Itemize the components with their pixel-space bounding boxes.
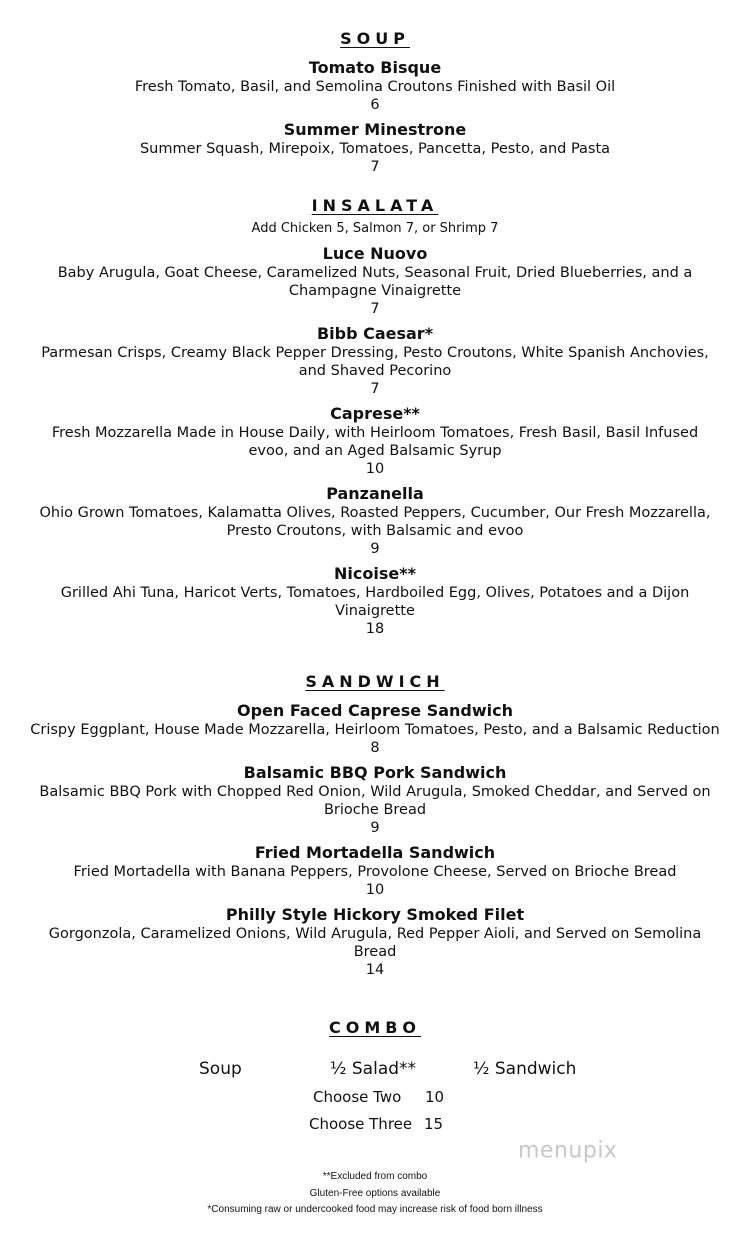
combo-option-label: Choose Three	[309, 1115, 413, 1133]
item-name: Summer Minestrone	[283, 120, 467, 139]
item-name: Open Faced Caprese Sandwich	[237, 701, 513, 720]
footnote-excluded: **Excluded from combo	[322, 1171, 428, 1182]
item-name: Luce Nuovo	[322, 244, 428, 263]
menu-item	[0, 905, 750, 979]
footnote-gluten-free: Gluten-Free options available	[309, 1188, 441, 1199]
item-name: Tomato Bisque	[308, 58, 442, 77]
item-description: Baby Arugula, Goat Cheese, Caramelized Nuts, Seasonal Fruit, Dried Blueberries, and a Champagne Vinaigrette	[57, 265, 693, 299]
item-name: Fried Mortadella Sandwich	[254, 843, 496, 862]
item-name: Balsamic BBQ Pork Sandwich	[243, 763, 507, 782]
item-price: 7	[370, 159, 380, 175]
item-price: 14	[365, 962, 385, 978]
combo-option-price: 10	[425, 1088, 445, 1106]
menu-item	[0, 484, 750, 558]
item-description: Grilled Ahi Tuna, Haricot Verts, Tomatoes, Hardboiled Egg, Olives, Potatoes and a Dijon Vinaigrette	[60, 585, 690, 619]
section-title-sandwich: SANDWICH	[305, 672, 445, 691]
section-title-soup: SOUP	[340, 29, 410, 48]
item-price: 7	[370, 381, 380, 397]
insalata-add-on-note: Add Chicken 5, Salmon 7, or Shrimp 7	[251, 221, 499, 236]
item-description: Fresh Mozzarella Made in House Daily, with Heirloom Tomatoes, Fresh Basil, Basil Infused evoo, and an Aged Balsamic Syrup	[51, 425, 699, 459]
item-name: Nicoise**	[334, 564, 416, 583]
menu-item	[0, 58, 750, 114]
item-name: Philly Style Hickory Smoked Filet	[225, 905, 525, 924]
menu-item	[0, 120, 750, 176]
item-description: Crispy Eggplant, House Made Mozzarella, Heirloom Tomatoes, Pesto, and a Balsamic Reduction	[30, 722, 720, 738]
soup-section	[0, 29, 750, 176]
item-price: 18	[365, 621, 385, 637]
combo-section	[0, 1018, 750, 1038]
sandwich-section	[0, 672, 750, 979]
combo-category-soup: Soup	[199, 1059, 242, 1079]
section-title-insalata: INSALATA	[311, 196, 439, 215]
item-name: Caprese**	[330, 404, 420, 423]
menu-item	[0, 324, 750, 398]
item-price: 7	[370, 301, 380, 317]
menu-item	[0, 843, 750, 899]
item-description: Ohio Grown Tomatoes, Kalamatta Olives, Roasted Peppers, Cucumber, Our Fresh Mozzarella, Presto Croutons, with Balsamic and evoo	[39, 505, 711, 539]
item-description: Gorgonzola, Caramelized Onions, Wild Arugula, Red Pepper Aioli, and Served on Semolina Bread	[48, 926, 702, 960]
menu-item	[0, 763, 750, 837]
footnote-raw-food-warning: *Consuming raw or undercooked food may increase risk of food born illness	[207, 1204, 543, 1215]
item-description: Fried Mortadella with Banana Peppers, Provolone Cheese, Served on Brioche Bread	[73, 864, 677, 880]
menupix-watermark: menupix	[518, 1137, 618, 1164]
item-price: 10	[365, 461, 385, 477]
item-price: 10	[365, 882, 385, 898]
item-price: 9	[370, 541, 380, 557]
combo-option-price: 15	[424, 1115, 444, 1133]
item-price: 6	[370, 97, 380, 113]
section-title-combo: COMBO	[328, 1018, 422, 1037]
menu-item	[0, 701, 750, 757]
item-price: 8	[370, 740, 380, 756]
menu-item	[0, 404, 750, 478]
item-description: Fresh Tomato, Basil, and Semolina Croutons Finished with Basil Oil	[134, 79, 616, 95]
menu-item	[0, 564, 750, 638]
insalata-section	[0, 196, 750, 638]
combo-option-label: Choose Two	[313, 1088, 402, 1106]
combo-category-sandwich: ½ Sandwich	[473, 1059, 577, 1079]
menu-item	[0, 244, 750, 318]
combo-category-salad: ½ Salad**	[330, 1059, 417, 1079]
item-description: Balsamic BBQ Pork with Chopped Red Onion, Wild Arugula, Smoked Cheddar, and Served on Brioche Bread	[39, 784, 711, 818]
item-description: Summer Squash, Mirepoix, Tomatoes, Pancetta, Pesto, and Pasta	[139, 141, 611, 157]
item-name: Bibb Caesar*	[316, 324, 434, 343]
item-description: Parmesan Crisps, Creamy Black Pepper Dressing, Pesto Croutons, White Spanish Anchovies, and Shaved Pecorino	[41, 345, 709, 379]
item-name: Panzanella	[326, 484, 424, 503]
item-price: 9	[370, 820, 380, 836]
